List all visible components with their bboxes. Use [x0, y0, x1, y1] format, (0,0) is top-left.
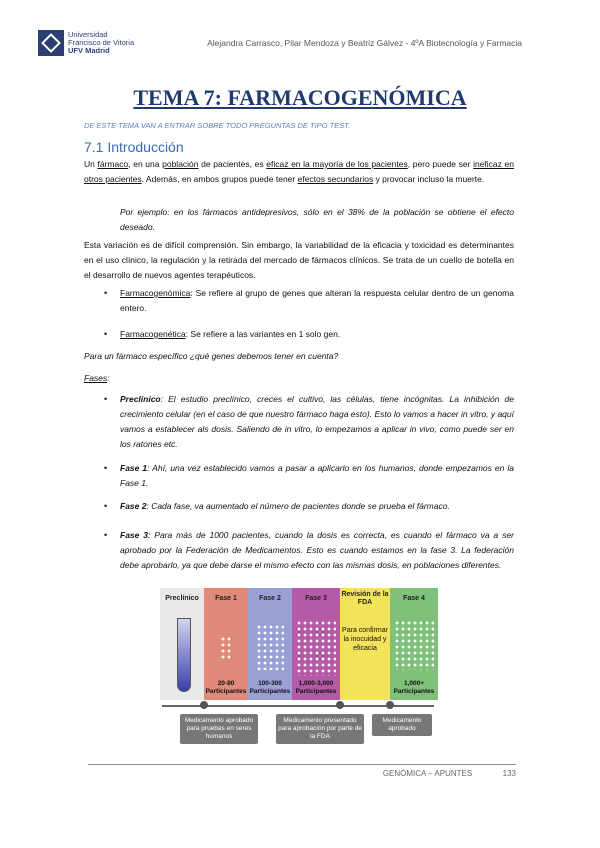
bullet-icon: •	[104, 329, 108, 339]
stage-phase-3: Fase 3 1,000-3,000 Participantes	[292, 588, 340, 700]
variation-paragraph: Esta variación es de difícil comprensión. Sin embargo, la variabilidad de la eficacia y toxicidad es determinantes en el uso clínico, la regulación y la retirada del mercado de fármacos clínicos. Se trata de un cuello de botella en el desarrollo de nuevos agentes terapéuticos.	[84, 240, 514, 280]
stage-phase-4: Fase 4 1,000+ Participantes	[390, 588, 438, 700]
footer-divider	[88, 764, 516, 765]
people-icon	[394, 620, 434, 670]
list-item: Fase 3: Para más de 1000 pacientes, cuando la dosis es correcta, es cuando el fármaco va a ser aprobado por la Federación de Medicamentos. Esto es cuando estamos en la fase 3. La federación debe aprobarlo, ya que debe darse el mismo efecto con las mismas dosis, en poblaciones diferentes.	[120, 530, 515, 570]
stage-fda-review: Revisión de la FDA Para confirmar la inocuidad y eficacia	[340, 588, 390, 700]
bullet-icon: •	[104, 501, 108, 511]
intro-paragraph: Un fármaco, en una población de pacientes, es eficaz en la mayoría de los pacientes, pero puede ser ineficaz en otros pacientes. Además, en ambos grupos puede tener efectos secundarios y provocar incluso la muerte.	[84, 159, 514, 184]
timeline-marker	[336, 701, 344, 709]
bullet-icon: •	[104, 288, 108, 298]
stage-preclinical: Preclínico	[160, 588, 204, 700]
timeline-marker	[200, 701, 208, 709]
people-icon	[296, 620, 336, 676]
stage-phase-2: Fase 2 100-300 Participantes	[248, 588, 292, 700]
university-logo	[38, 30, 138, 56]
footer-title: GENÓMICA – APUNTES	[382, 769, 473, 778]
list-item: Farmacogenética: Se refiere a las variantes en 1 solo gen.	[120, 329, 341, 339]
example-paragraph: Por ejemplo: en los fármacos antidepresivos, sólo en el 38% de la población se obtiene el efecto deseado.	[120, 207, 514, 232]
phases-heading: Fases:	[84, 373, 110, 383]
test-tube-icon	[177, 618, 191, 692]
bullet-icon: •	[104, 463, 108, 473]
milestone-label: Medicamento aprobado para pruebas en seres humanos	[180, 714, 258, 744]
list-item: Fase 2: Cada fase, va aumentado el número de pacientes donde se prueba el fármaco.	[120, 501, 450, 511]
list-item: Farmacogenómica: Se refiere al grupo de genes que alteran la respuesta celular dentro de un genoma entero.	[120, 288, 514, 313]
logo-emblem-icon	[38, 30, 64, 56]
question-text: Para un fármaco específico ¿qué genes debemos tener en cuenta?	[84, 351, 339, 361]
page-title: TEMA 7: FARMACOGENÓMICA	[133, 85, 467, 110]
section-heading: 7.1 Introducción	[84, 139, 184, 155]
people-icon	[220, 636, 232, 660]
list-item: Preclínico: El estudio preclínico, creces el cultivo, las células, tiene incógnitas. La inhibición de crecimiento celular (en el caso de que nuestro fármaco haga esto). Esto lo vamos a hacer in vitro, y aquí vamos a establecer als dosis. Saliendo de in vitro, lo empezamos a aplicar in vivo, como puede ser en los ratones etc.	[120, 394, 514, 449]
exam-note: DE ESTE TEMA VAN A ENTRAR SOBRE TODO PREGUNTAS DE TIPO TEST.	[84, 121, 351, 130]
logo-line: Francisco de Vitoria	[68, 38, 135, 47]
stage-phase-1: Fase 1 20-80 Participantes	[204, 588, 248, 700]
header-authors: Alejandra Carrasco, Pilar Mendoza y Beatriz Gálvez - 4ºA Biotecnología y Farmacia	[207, 38, 522, 48]
bullet-icon: •	[104, 394, 108, 404]
page-number: 133	[502, 769, 516, 778]
people-icon	[256, 624, 284, 670]
clinical-phases-figure	[160, 588, 438, 748]
milestone-label: Medicamento aprobado	[372, 714, 432, 736]
bullet-icon: •	[104, 530, 108, 540]
logo-line: Universidad	[68, 30, 108, 39]
page-footer	[330, 769, 516, 778]
timeline-marker	[386, 701, 394, 709]
logo-line: UFV Madrid	[68, 46, 110, 55]
list-item: Fase 1: Ahí, una vez establecido vamos a pasar a aplicarlo en los humanos, donde empezamos en la Fase 1.	[120, 463, 514, 488]
milestone-label: Medicamento presentado para aprobación por parte de la FDA	[276, 714, 364, 744]
